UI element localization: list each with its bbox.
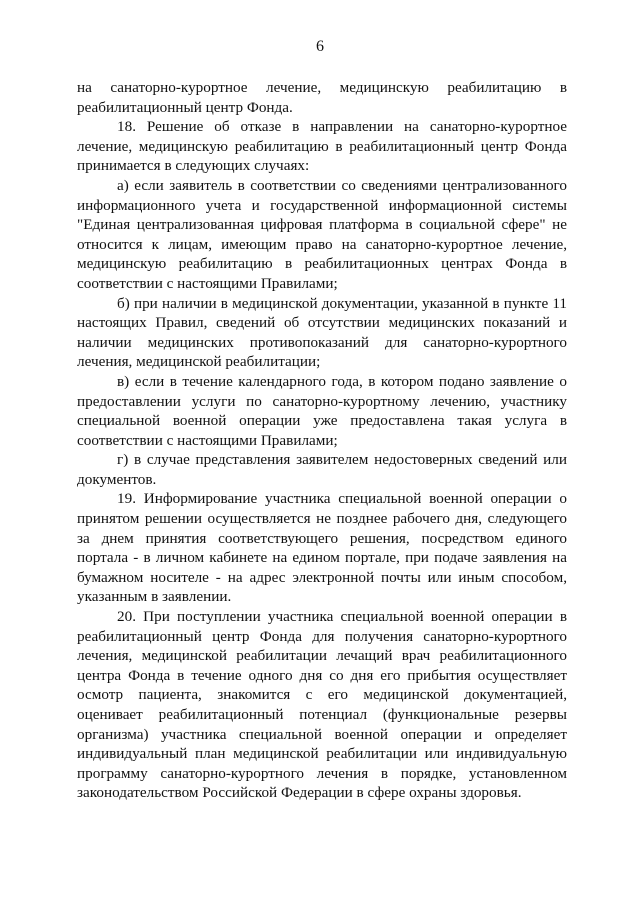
paragraph-subitem-a: а) если заявитель в соответствии со сведениями централизованного информационного учета и государственной информационной системы "Единая централизованная цифровая платформа в социальной сфере" не относится к лицам, имеющим право на санаторно-курортное лечение, медицинскую реабилитацию в реабилитационных центрах Фонда в соответствии с настоящими Правилами;	[77, 176, 567, 292]
paragraph-continuation: на санаторно-курортное лечение, медицинскую реабилитацию в реабилитационный центр Фонда.	[77, 79, 567, 116]
paragraph-item-19: 19. Информирование участника специальной военной операции о принятом решении осуществляется не позднее рабочего дня, следующего за днем принятия соответствующего решения, посредством единого портала - в личном кабинете на едином портале, при подаче заявления на бумажном носителе - на адрес электронной почты или иным способом, указанным в заявлении.	[77, 490, 567, 606]
paragraph-subitem-b: б) при наличии в медицинской документации, указанной в пункте 11 настоящих Правил, сведений об отсутствии медицинских показаний и наличии медицинских противопоказаний для санаторно-курортного лечения, медицинской реабилитации;	[77, 294, 567, 371]
paragraph-item-20: 20. При поступлении участника специальной военной операции в реабилитационный центр Фонда для получения санаторно-курортного лечения, медицинской реабилитации лечащий врач реабилитационного центра Фонда в течение одного дня со дня его прибытия осуществляет осмотр пациента, знакомится с его медицинской документацией, оценивает реабилитационный потенциал (функциональные резервы организма) участника специальной военной операции и определяет индивидуальный план медицинской реабилитации или индивидуальную программу санаторно-курортного лечения в порядке, установленном законодательством Российской Федерации в сфере охраны здоровья.	[77, 608, 567, 802]
paragraph-subitem-v: в) если в течение календарного года, в котором подано заявление о предоставлении услуги по санаторно-курортному лечению, участнику специальной военной операции уже предоставлена такая услуга в соответствии с настоящими Правилами;	[77, 372, 567, 449]
paragraph-subitem-g: г) в случае представления заявителем недостоверных сведений или документов.	[77, 451, 567, 488]
paragraph-item-18: 18. Решение об отказе в направлении на санаторно-курортное лечение, медицинскую реабилитацию в реабилитационный центр Фонда принимается в следующих случаях:	[77, 118, 567, 175]
page-number: 6	[316, 38, 324, 55]
document-body	[77, 78, 567, 803]
